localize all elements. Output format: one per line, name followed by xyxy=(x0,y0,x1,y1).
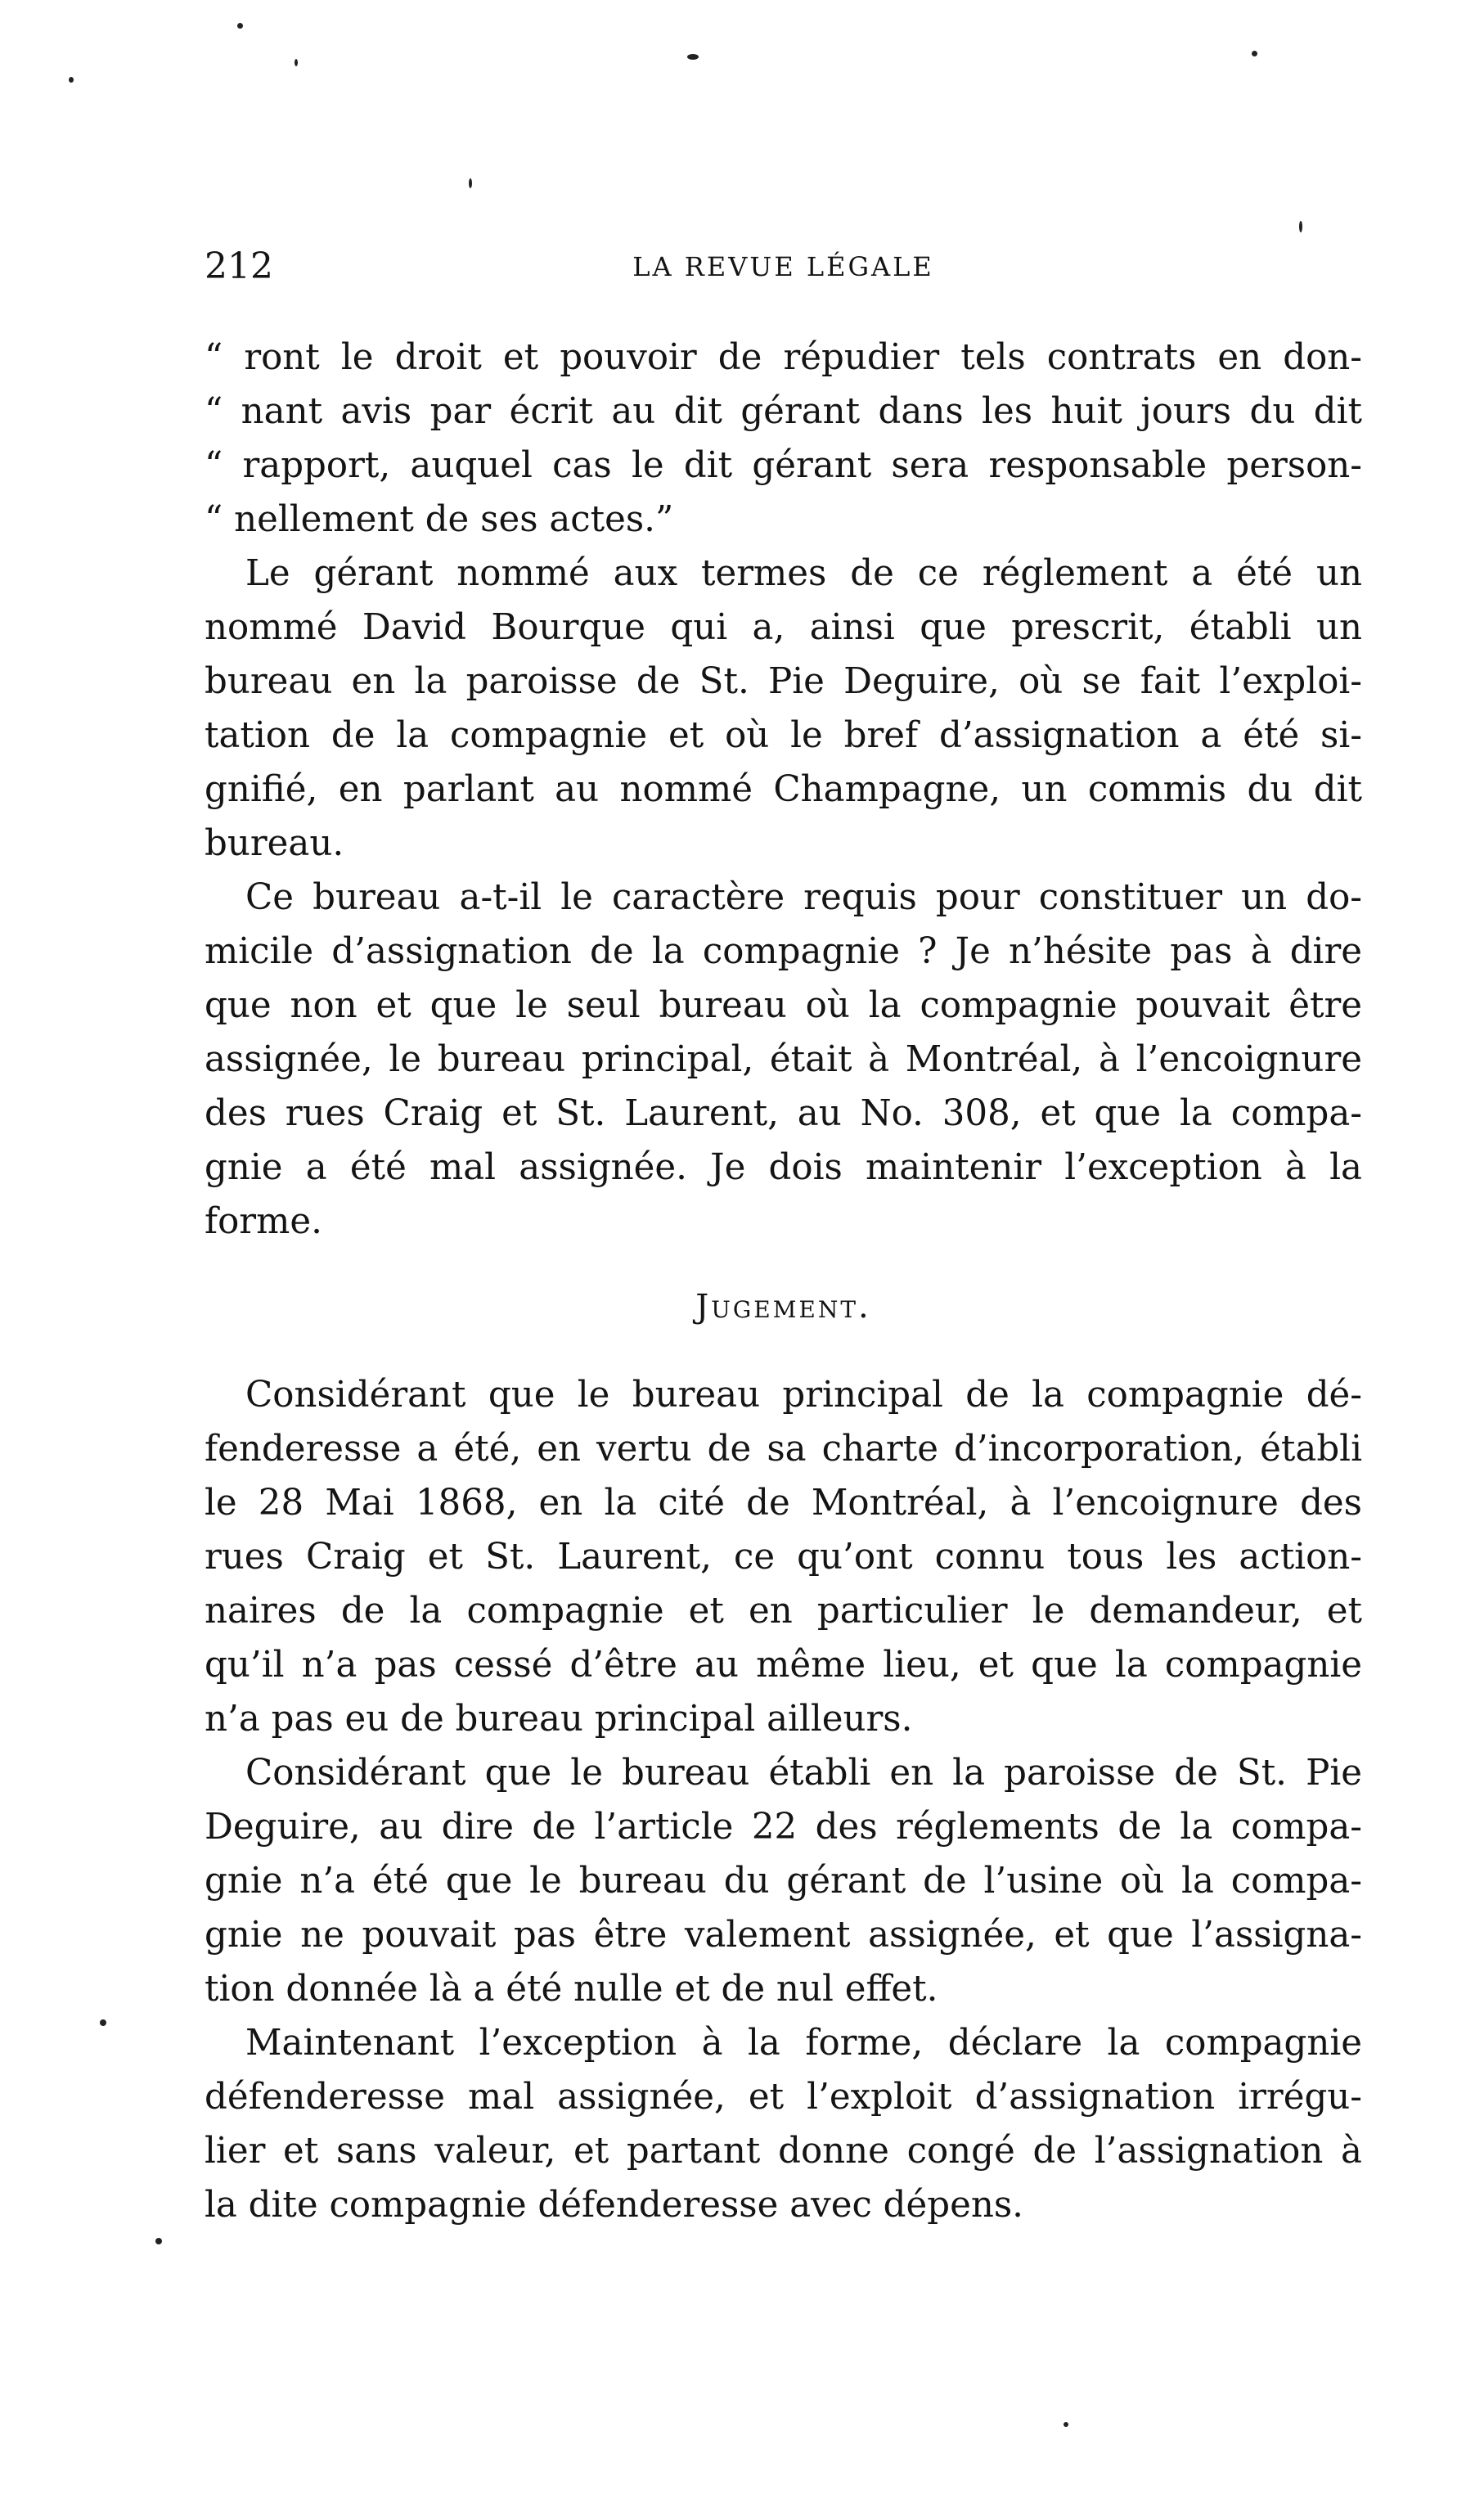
scan-speck xyxy=(237,23,243,29)
text-line: assignée, le bureau principal, était à Montréal, à l’encoignure xyxy=(205,1039,1362,1080)
judgment-line: gnie n’a été que le bureau du gérant de l’usine où la compa- xyxy=(205,1861,1362,1902)
scan-speck xyxy=(295,59,298,66)
judgment-line: Maintenant l’exception à la forme, déclare la compagnie xyxy=(245,2023,1362,2064)
text-line: des rues Craig et St. Laurent, au No. 308, et que la compa- xyxy=(205,1093,1362,1134)
text-line: “ nellement de ses actes.” xyxy=(205,499,674,540)
text-line: micile d’assignation de la compagnie ? Je n’hésite pas à dire xyxy=(205,931,1362,972)
judgment-line: Considérant que le bureau établi en la paroisse de St. Pie xyxy=(245,1753,1362,1794)
running-title: LA REVUE LÉGALE xyxy=(632,251,934,282)
text-line: bureau. xyxy=(205,823,344,864)
text-line: Le gérant nommé aux termes de ce réglement a été un xyxy=(245,553,1362,594)
text-line: tation de la compagnie et où le bref d’assignation a été si- xyxy=(205,715,1362,756)
judgment-line: qu’il n’a pas cessé d’être au même lieu, et que la compagnie xyxy=(205,1645,1362,1686)
text-line: “ nant avis par écrit au dit gérant dans les huit jours du dit xyxy=(205,391,1362,432)
judgment-line: la dite compagnie défenderesse avec dépens. xyxy=(205,2185,1023,2226)
scan-speck xyxy=(155,2238,162,2244)
judgment-line: n’a pas eu de bureau principal ailleurs. xyxy=(205,1699,913,1740)
judgment-line: lier et sans valeur, et partant donne congé de l’assignation à xyxy=(205,2131,1362,2172)
scan-speck xyxy=(1299,221,1302,232)
text-line: Ce bureau a-t-il le caractère requis pour constituer un do- xyxy=(245,877,1362,918)
text-line: que non et que le seul bureau où la compagnie pouvait être xyxy=(205,985,1362,1026)
section-heading: Jugement. xyxy=(695,1288,871,1326)
text-line: forme. xyxy=(205,1201,322,1242)
scan-speck xyxy=(469,178,472,188)
judgment-line: rues Craig et St. Laurent, ce qu’ont connu tous les action- xyxy=(205,1537,1362,1578)
judgment-line: Considérant que le bureau principal de la compagnie dé- xyxy=(245,1375,1362,1416)
text-line: gnifié, en parlant au nommé Champagne, un commis du dit xyxy=(205,769,1362,810)
scan-speck xyxy=(1064,2422,1068,2427)
text-line: bureau en la paroisse de St. Pie Deguire, où se fait l’exploi- xyxy=(205,661,1362,702)
text-line: “ rapport, auquel cas le dit gérant sera responsable person- xyxy=(205,445,1362,486)
judgment-line: Deguire, au dire de l’article 22 des réglements de la compa- xyxy=(205,1807,1362,1848)
scan-speck xyxy=(687,54,699,60)
text-line: nommé David Bourque qui a, ainsi que prescrit, établi un xyxy=(205,607,1362,648)
judgment-line: naires de la compagnie et en particulier le demandeur, et xyxy=(205,1591,1362,1632)
scan-speck xyxy=(69,77,74,83)
text-line: “ ront le droit et pouvoir de répudier tels contrats en don- xyxy=(205,337,1362,378)
judgment-line: tion donnée là a été nulle et de nul effet. xyxy=(205,1969,938,2010)
scan-speck xyxy=(100,2019,106,2026)
page-number: 212 xyxy=(205,245,273,287)
judgment-line: fenderesse a été, en vertu de sa charte d’incorporation, établi xyxy=(205,1429,1362,1470)
text-line: gnie a été mal assignée. Je dois maintenir l’exception à la xyxy=(205,1147,1362,1188)
judgment-line: défenderesse mal assignée, et l’exploit d’assignation irrégu- xyxy=(205,2077,1362,2118)
scan-speck xyxy=(1252,51,1257,56)
judgment-line: le 28 Mai 1868, en la cité de Montréal, à l’encoignure des xyxy=(205,1483,1362,1524)
page-header xyxy=(205,242,1362,291)
judgment-line: gnie ne pouvait pas être valement assignée, et que l’assigna- xyxy=(205,1915,1362,1956)
